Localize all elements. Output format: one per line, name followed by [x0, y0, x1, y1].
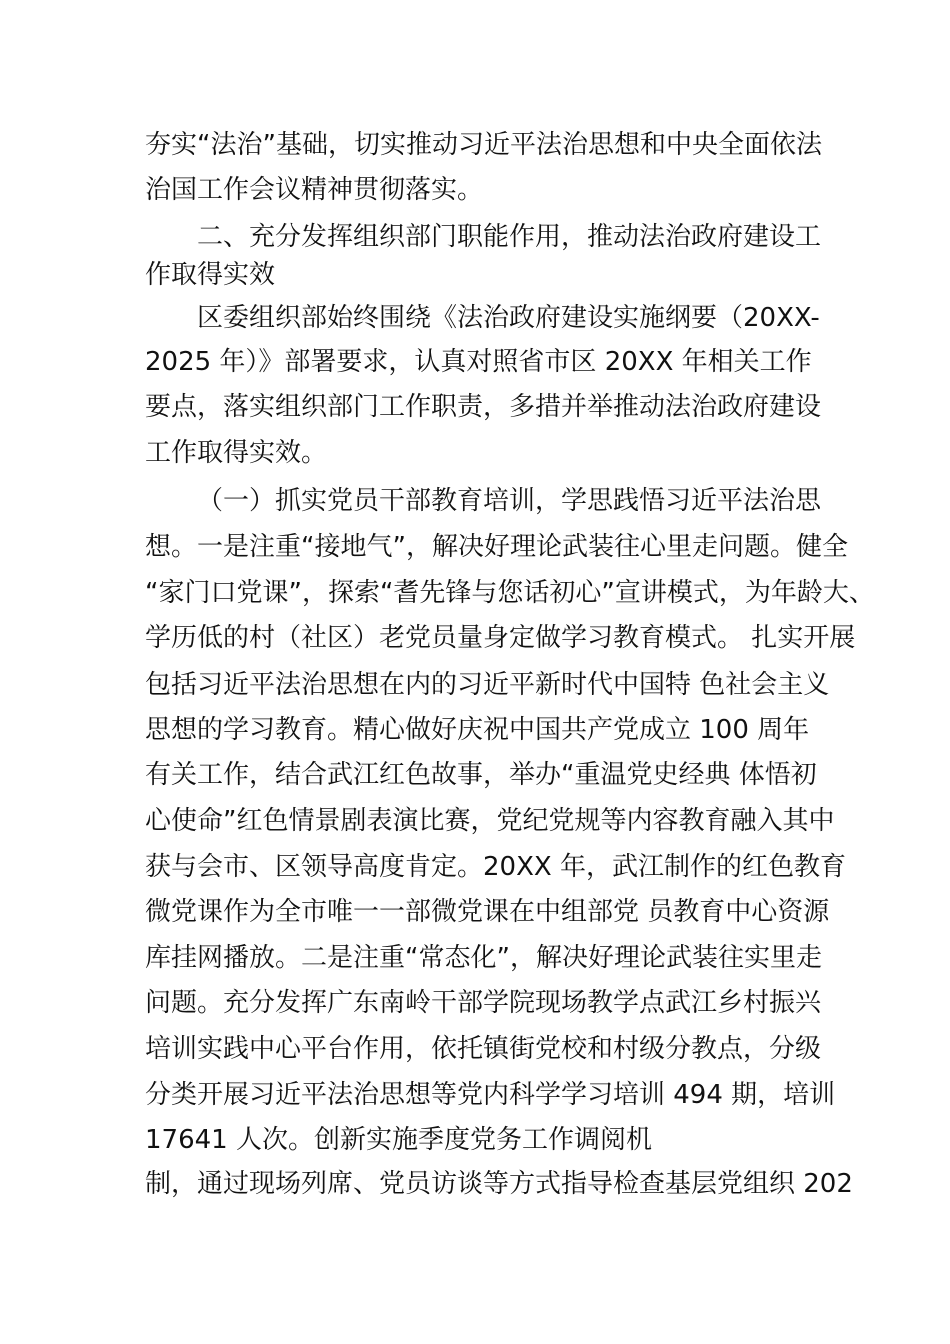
paragraph-line: 2025 年）》部署要求，认真对照省市区 20XX 年相关工作: [145, 347, 812, 377]
paragraph-line: 微党课作为全市唯一一部微党课在中组部党 员教育中心资源: [145, 897, 830, 927]
paragraph-line: “家门口党课”，探索“耆先锋与您话初心”宣讲模式，为年龄大、: [145, 578, 875, 608]
paragraph-line: 心使命”红色情景剧表演比赛，党纪党规等内容教育融入其中: [145, 806, 835, 836]
paragraph-line: 获与会市、区领导高度肯定。20XX 年，武江制作的红色教育: [145, 852, 846, 882]
paragraph-line: 分类开展习近平法治思想等党内科学学习培训 494 期，培训: [145, 1080, 836, 1110]
paragraph-line: 思想的学习教育。精心做好庆祝中国共产党成立 100 周年: [145, 715, 810, 745]
paragraph-line: 想。一是注重“接地气”，解决好理论武装往心里走问题。健全: [145, 532, 848, 562]
paragraph-line: 17641 人次。创新实施季度党务工作调阅机: [145, 1125, 652, 1155]
paragraph-line: 有关工作，结合武江红色故事，举办“重温党史经典 体悟初: [145, 760, 817, 790]
paragraph-line: 要点，落实组织部门工作职责，多措并举推动法治政府建设: [145, 392, 822, 422]
section-heading-line: 二、充分发挥组织部门职能作用，推动法治政府建设工: [197, 222, 822, 252]
paragraph-line: 区委组织部始终围绕《法治政府建设实施纲要（20XX-: [197, 303, 820, 333]
paragraph-line: 夯实“法治”基础，切实推动习近平法治思想和中央全面依法: [145, 130, 822, 160]
paragraph-line: 制，通过现场列席、党员访谈等方式指导检查基层党组织 202: [145, 1169, 853, 1199]
paragraph-line: 问题。充分发挥广东南岭干部学院现场教学点武江乡村振兴: [145, 988, 822, 1018]
paragraph-line: 工作取得实效。: [145, 438, 328, 468]
paragraph-line: 治国工作会议精神贯彻落实。: [145, 175, 484, 205]
section-heading-line: 作取得实效: [145, 260, 276, 290]
paragraph-line: 培训实践中心平台作用，依托镇街党校和村级分教点，分级: [145, 1034, 822, 1064]
paragraph-line: （一）抓实党员干部教育培训，学思践悟习近平法治思: [197, 486, 822, 516]
paragraph-line: 库挂网播放。二是注重“常态化”，解决好理论武装往实里走: [145, 943, 822, 973]
paragraph-line: 学历低的村（社区）老党员量身定做学习教育模式。 扎实开展: [145, 623, 856, 653]
paragraph-line: 包括习近平法治思想在内的习近平新时代中国特 色社会主义: [145, 670, 830, 700]
